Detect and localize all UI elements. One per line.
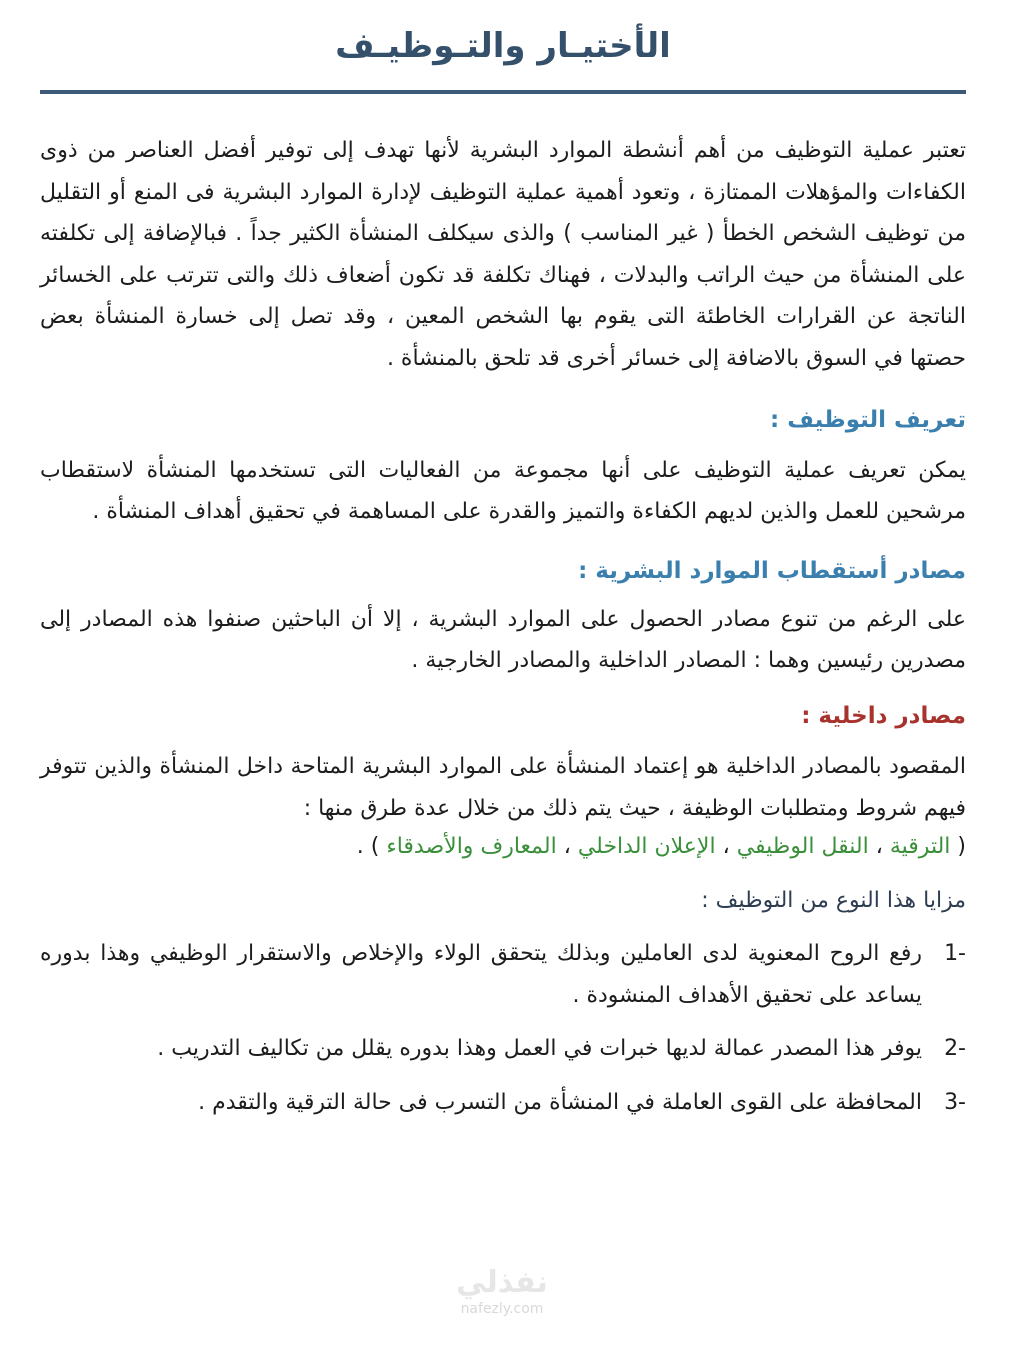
sources-paragraph: على الرغم من تنوع مصادر الحصول على الموارد البشرية ، إلا أن الباحثين صنفوا هذه المصادر إلى مصدرين رئيسين وهما : المصادر الداخلية والمصادر الخارجية .: [40, 606, 966, 674]
list-item-text: المحافظة على القوى العاملة في المنشأة من التسرب فى حالة الترقية والتقدم .: [198, 1089, 922, 1115]
list-item-text: رفع الروح المعنوية لدى العاملين وبذلك يتحقق الولاء والإخلاص والاستقرار الوظيفي وهذا بدوره يساعد على تحقيق الأهداف المنشودة .: [40, 941, 922, 1008]
internal-sources-paragraph: المقصود بالمصادر الداخلية هو إعتماد المنشأة على الموارد البشرية المتاحة داخل المنشأة والذين تتوفر فيهم شروط ومتطلبات الوظيفة ، حيث يتم ذلك من خلال عدة طرق منها :: [40, 753, 966, 821]
methods-separator: ،: [722, 834, 730, 860]
watermark-logo-text: نفذلي: [456, 1265, 548, 1300]
advantages-label: مزايا هذا النوع من التوظيف :: [701, 888, 966, 914]
document-page: [40, 0, 966, 1346]
watermark-url: nafezly.com: [460, 1301, 544, 1317]
definition-paragraph: يمكن تعريف عملية التوظيف على أنها مجموعة من الفعاليات التى تستخدمها المنشأة لاستقطاب مرشحين للعمل والذين لديهم الكفاءة والتميز والقدرة على المساهمة في تحقيق أهداف المنشأة .: [40, 457, 966, 525]
list-item: [40, 933, 966, 1016]
advantages-list: [40, 933, 966, 1123]
page-title: الأختيـار والتـوظيـف: [335, 26, 671, 66]
internal-sources-heading: مصادر داخلية :: [801, 702, 966, 729]
list-item-text: يوفر هذا المصدر عمالة لديها خبرات في العمل وهذا بدوره يقلل من تكاليف التدريب .: [157, 1036, 922, 1062]
methods-close-paren: ) .: [356, 834, 380, 860]
list-item-number: 2-: [944, 1036, 966, 1062]
definition-heading: تعريف التوظيف :: [770, 406, 966, 433]
list-item-number: 1-: [944, 941, 966, 967]
method-item: النقل الوظيفي: [736, 834, 869, 860]
list-item: [40, 1082, 966, 1124]
methods-separator: ،: [875, 834, 883, 860]
method-item: الإعلان الداخلي: [577, 834, 716, 860]
method-item: المعارف والأصدقاء: [386, 834, 557, 860]
methods-separator: ،: [563, 834, 571, 860]
internal-methods-list: [40, 829, 966, 865]
sources-heading: مصادر أستقطاب الموارد البشرية :: [578, 557, 966, 584]
list-item: [40, 1028, 966, 1070]
intro-paragraph: تعتبر عملية التوظيف من أهم أنشطة الموارد البشرية لأنها تهدف إلى توفير أفضل العناصر من ذوى الكفاءات والمؤهلات الممتازة ، وتعود أهمية عملية التوظيف لإدارة الموارد البشرية فى المنع أو التقليل من توظيف الشخص الخطأ ( غير المناسب ) والذى سيكلف المنشأة الكثير جداً . فبالإضافة إلى تكلفته على المنشأة من حيث الراتب والبدلات ، فهناك تكلفة قد تكون أضعاف ذلك والتى تترتب على الخسائر الناتجة عن القرارات الخاطئة التى يقوم بها الشخص المعين ، وقد تصل إلى خسارة المنشأة بعض حصتها في السوق بالاضافة إلى خسائر أخرى قد تلحق بالمنشأة .: [40, 138, 966, 371]
title-divider: [40, 90, 966, 94]
list-item-number: 3-: [944, 1089, 966, 1115]
methods-open-paren: (: [957, 834, 966, 860]
method-item: الترقية: [889, 834, 951, 860]
